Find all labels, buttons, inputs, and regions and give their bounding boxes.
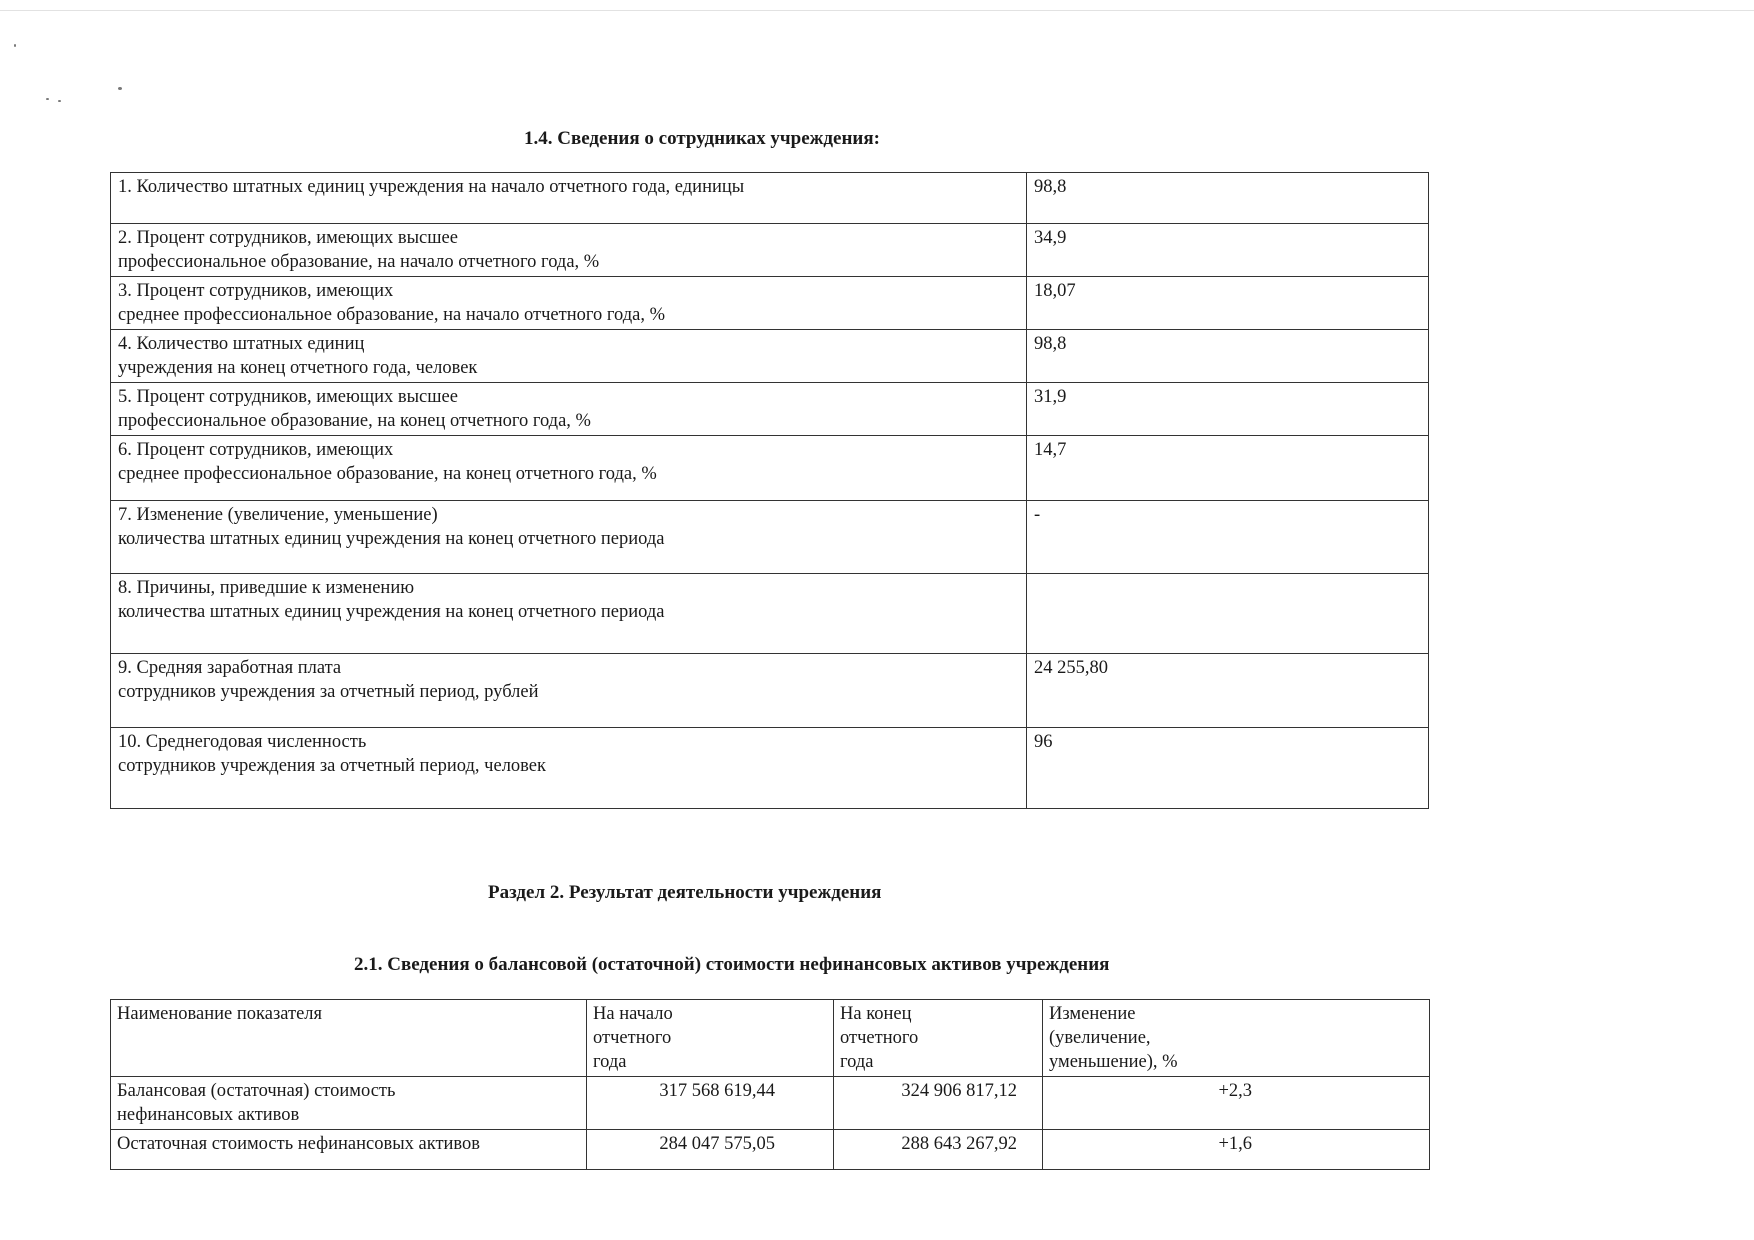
header-indicator-name: Наименование показателя bbox=[111, 1000, 587, 1077]
staff-row-value: 98,8 bbox=[1027, 173, 1429, 224]
table-row bbox=[111, 330, 1429, 383]
header-change-percent: Изменение (увеличение, уменьшение), % bbox=[1043, 1000, 1430, 1077]
asset-row-start-value: 317 568 619,44 bbox=[587, 1077, 834, 1130]
staff-row-value: 34,9 bbox=[1027, 224, 1429, 277]
asset-row-name: Балансовая (остаточная) стоимость нефинансовых активов bbox=[111, 1077, 587, 1130]
staff-row-value bbox=[1027, 574, 1429, 654]
staff-section-title: 1.4. Сведения о сотрудниках учреждения: bbox=[524, 128, 880, 149]
staff-row-value: 98,8 bbox=[1027, 330, 1429, 383]
table-row bbox=[111, 728, 1429, 809]
staff-row-label: 3. Процент сотрудников, имеющих среднее профессиональное образование, на начало отчетного года, % bbox=[111, 277, 1027, 330]
assets-section-title: 2.1. Сведения о балансовой (остаточной) стоимости нефинансовых активов учреждения bbox=[354, 954, 1110, 975]
asset-row-change: +1,6 bbox=[1043, 1130, 1430, 1170]
table-header-row bbox=[111, 1000, 1430, 1077]
staff-row-label: 9. Средняя заработная плата сотрудников учреждения за отчетный период, рублей bbox=[111, 654, 1027, 728]
staff-row-value: 24 255,80 bbox=[1027, 654, 1429, 728]
staff-row-label: 8. Причины, приведшие к изменению количества штатных единиц учреждения на конец отчетного периода bbox=[111, 574, 1027, 654]
staff-row-label: 7. Изменение (увеличение, уменьшение) количества штатных единиц учреждения на конец отчетного периода bbox=[111, 501, 1027, 574]
asset-row-name: Остаточная стоимость нефинансовых активов bbox=[111, 1130, 587, 1170]
staff-row-label: 4. Количество штатных единиц учреждения на конец отчетного года, человек bbox=[111, 330, 1027, 383]
staff-row-label: 2. Процент сотрудников, имеющих высшее профессиональное образование, на начало отчетного года, % bbox=[111, 224, 1027, 277]
asset-row-end-value: 324 906 817,12 bbox=[834, 1077, 1043, 1130]
table-row bbox=[111, 277, 1429, 330]
scan-speck bbox=[58, 100, 61, 102]
scan-top-edge bbox=[0, 10, 1754, 11]
scan-speck bbox=[14, 44, 16, 47]
table-row bbox=[111, 654, 1429, 728]
staff-row-value: 14,7 bbox=[1027, 436, 1429, 501]
staff-row-value: 96 bbox=[1027, 728, 1429, 809]
staff-row-value: 18,07 bbox=[1027, 277, 1429, 330]
table-row bbox=[111, 574, 1429, 654]
scan-speck bbox=[118, 87, 122, 90]
staff-row-value: - bbox=[1027, 501, 1429, 574]
asset-row-start-value: 284 047 575,05 bbox=[587, 1130, 834, 1170]
staff-row-label: 1. Количество штатных единиц учреждения на начало отчетного года, единицы bbox=[111, 173, 1027, 224]
table-row bbox=[111, 436, 1429, 501]
table-row bbox=[111, 224, 1429, 277]
table-row bbox=[111, 383, 1429, 436]
table-row bbox=[111, 173, 1429, 224]
staff-row-label: 6. Процент сотрудников, имеющих среднее профессиональное образование, на конец отчетного года, % bbox=[111, 436, 1027, 501]
header-start-of-year: На начало отчетного года bbox=[587, 1000, 834, 1077]
asset-row-end-value: 288 643 267,92 bbox=[834, 1130, 1043, 1170]
header-end-of-year: На конец отчетного года bbox=[834, 1000, 1043, 1077]
section2-title: Раздел 2. Результат деятельности учреждения bbox=[488, 882, 882, 903]
table-row bbox=[111, 501, 1429, 574]
assets-table bbox=[110, 999, 1430, 1170]
table-row bbox=[111, 1077, 1430, 1130]
staff-row-value: 31,9 bbox=[1027, 383, 1429, 436]
table-row bbox=[111, 1130, 1430, 1170]
staff-row-label: 10. Среднегодовая численность сотрудников учреждения за отчетный период, человек bbox=[111, 728, 1027, 809]
asset-row-change: +2,3 bbox=[1043, 1077, 1430, 1130]
staff-table bbox=[110, 172, 1429, 809]
staff-row-label: 5. Процент сотрудников, имеющих высшее профессиональное образование, на конец отчетного года, % bbox=[111, 383, 1027, 436]
scan-speck bbox=[46, 98, 49, 100]
